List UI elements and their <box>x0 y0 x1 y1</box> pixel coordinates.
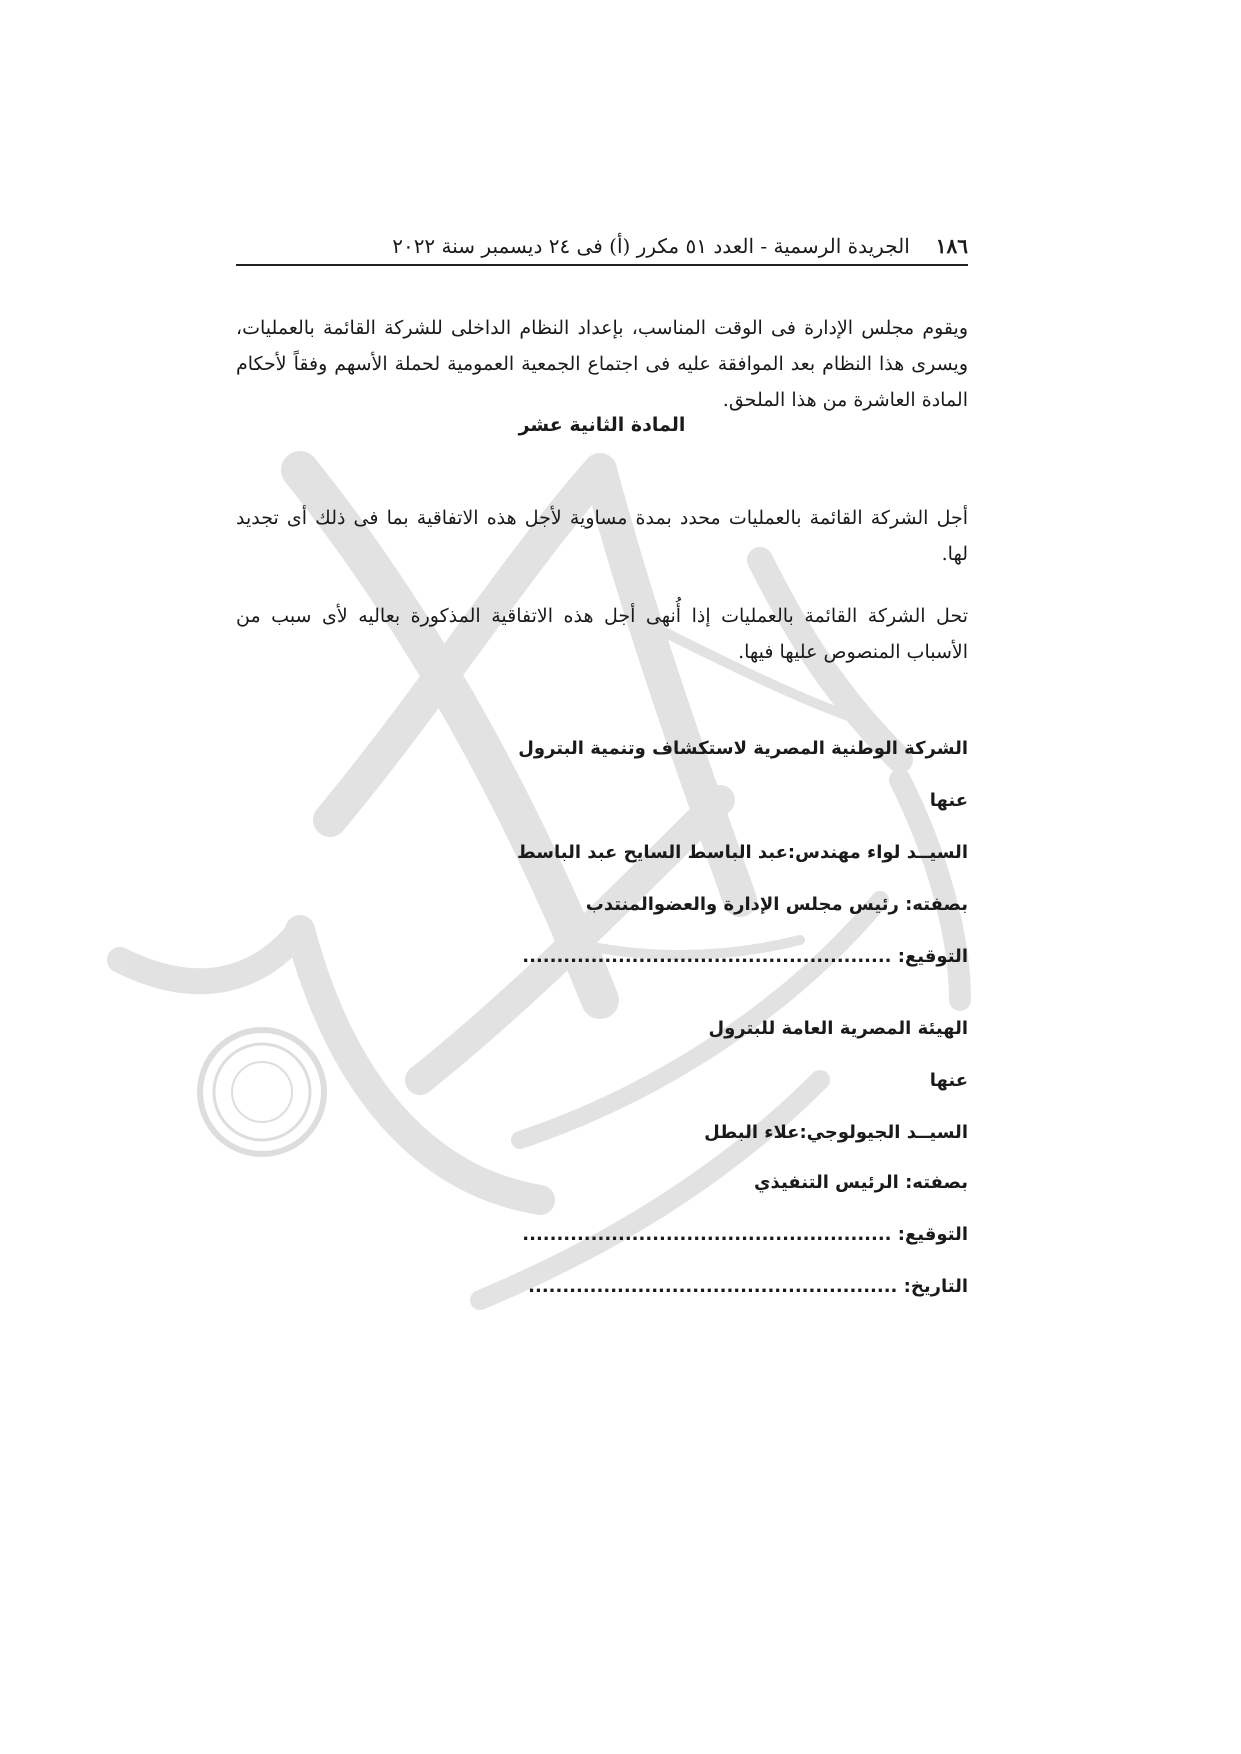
second-date-dots: ...................................................... <box>528 1276 898 1297</box>
second-company-name: الهيئة المصرية العامة للبترول <box>708 1018 968 1039</box>
second-signature-line <box>522 1224 968 1245</box>
paragraph-company-term: أجل الشركة القائمة بالعمليات محدد بمدة مساوية لأجل هذه الاتفاقية بما فى ذلك أى تجديد لها. <box>236 507 968 565</box>
second-signature-dots: ...................................................... <box>522 1224 892 1245</box>
header-title: الجريدة الرسمية - العدد ٥١ مكرر (أ) فى ٢٤ ديسمبر سنة ٢٠٢٢ <box>392 234 910 258</box>
first-signature-label: التوقيع: <box>897 946 968 967</box>
first-company-name: الشركة الوطنية المصرية لاستكشاف وتنمية البترول <box>518 738 968 759</box>
first-signatory-name: السيــد لواء مهندس:عبد الباسط السايح عبد الباسط <box>517 842 968 863</box>
first-signature-dots: ...................................................... <box>522 946 892 967</box>
second-signature-label: التوقيع: <box>897 1224 968 1245</box>
second-signatory-capacity: بصفته: الرئيس التنفيذي <box>754 1172 968 1193</box>
document-page <box>236 0 968 1754</box>
paragraph-company-dissolution: تحل الشركة القائمة بالعمليات إذا أُنهى أجل هذه الاتفاقية المذكورة بعاليه لأى سبب من الأسباب المنصوص عليها فيها. <box>236 605 968 663</box>
page-number: ١٨٦ <box>935 234 968 258</box>
second-date-line <box>528 1276 968 1297</box>
second-date-label: التاريخ: <box>903 1276 968 1297</box>
second-signatory-name: السيــد الجيولوجي:علاء البطل <box>704 1122 968 1143</box>
first-on-behalf: عنها <box>929 790 968 811</box>
first-signatory-capacity: بصفته: رئيس مجلس الإدارة والعضوالمنتدب <box>585 894 968 915</box>
page-header <box>236 226 968 266</box>
paragraph-internal-regulations: ويقوم مجلس الإدارة فى الوقت المناسب، بإعداد النظام الداخلى للشركة القائمة بالعمليات، ويسرى هذا النظام بعد الموافقة عليه فى اجتماع الجمعية العمومية لحملة الأسهم وفقاً لأحكام المادة العاشرة من هذا الملحق. <box>236 317 968 411</box>
first-signature-line <box>522 946 968 967</box>
article-title: المادة الثانية عشر <box>518 414 686 436</box>
second-on-behalf: عنها <box>929 1070 968 1091</box>
